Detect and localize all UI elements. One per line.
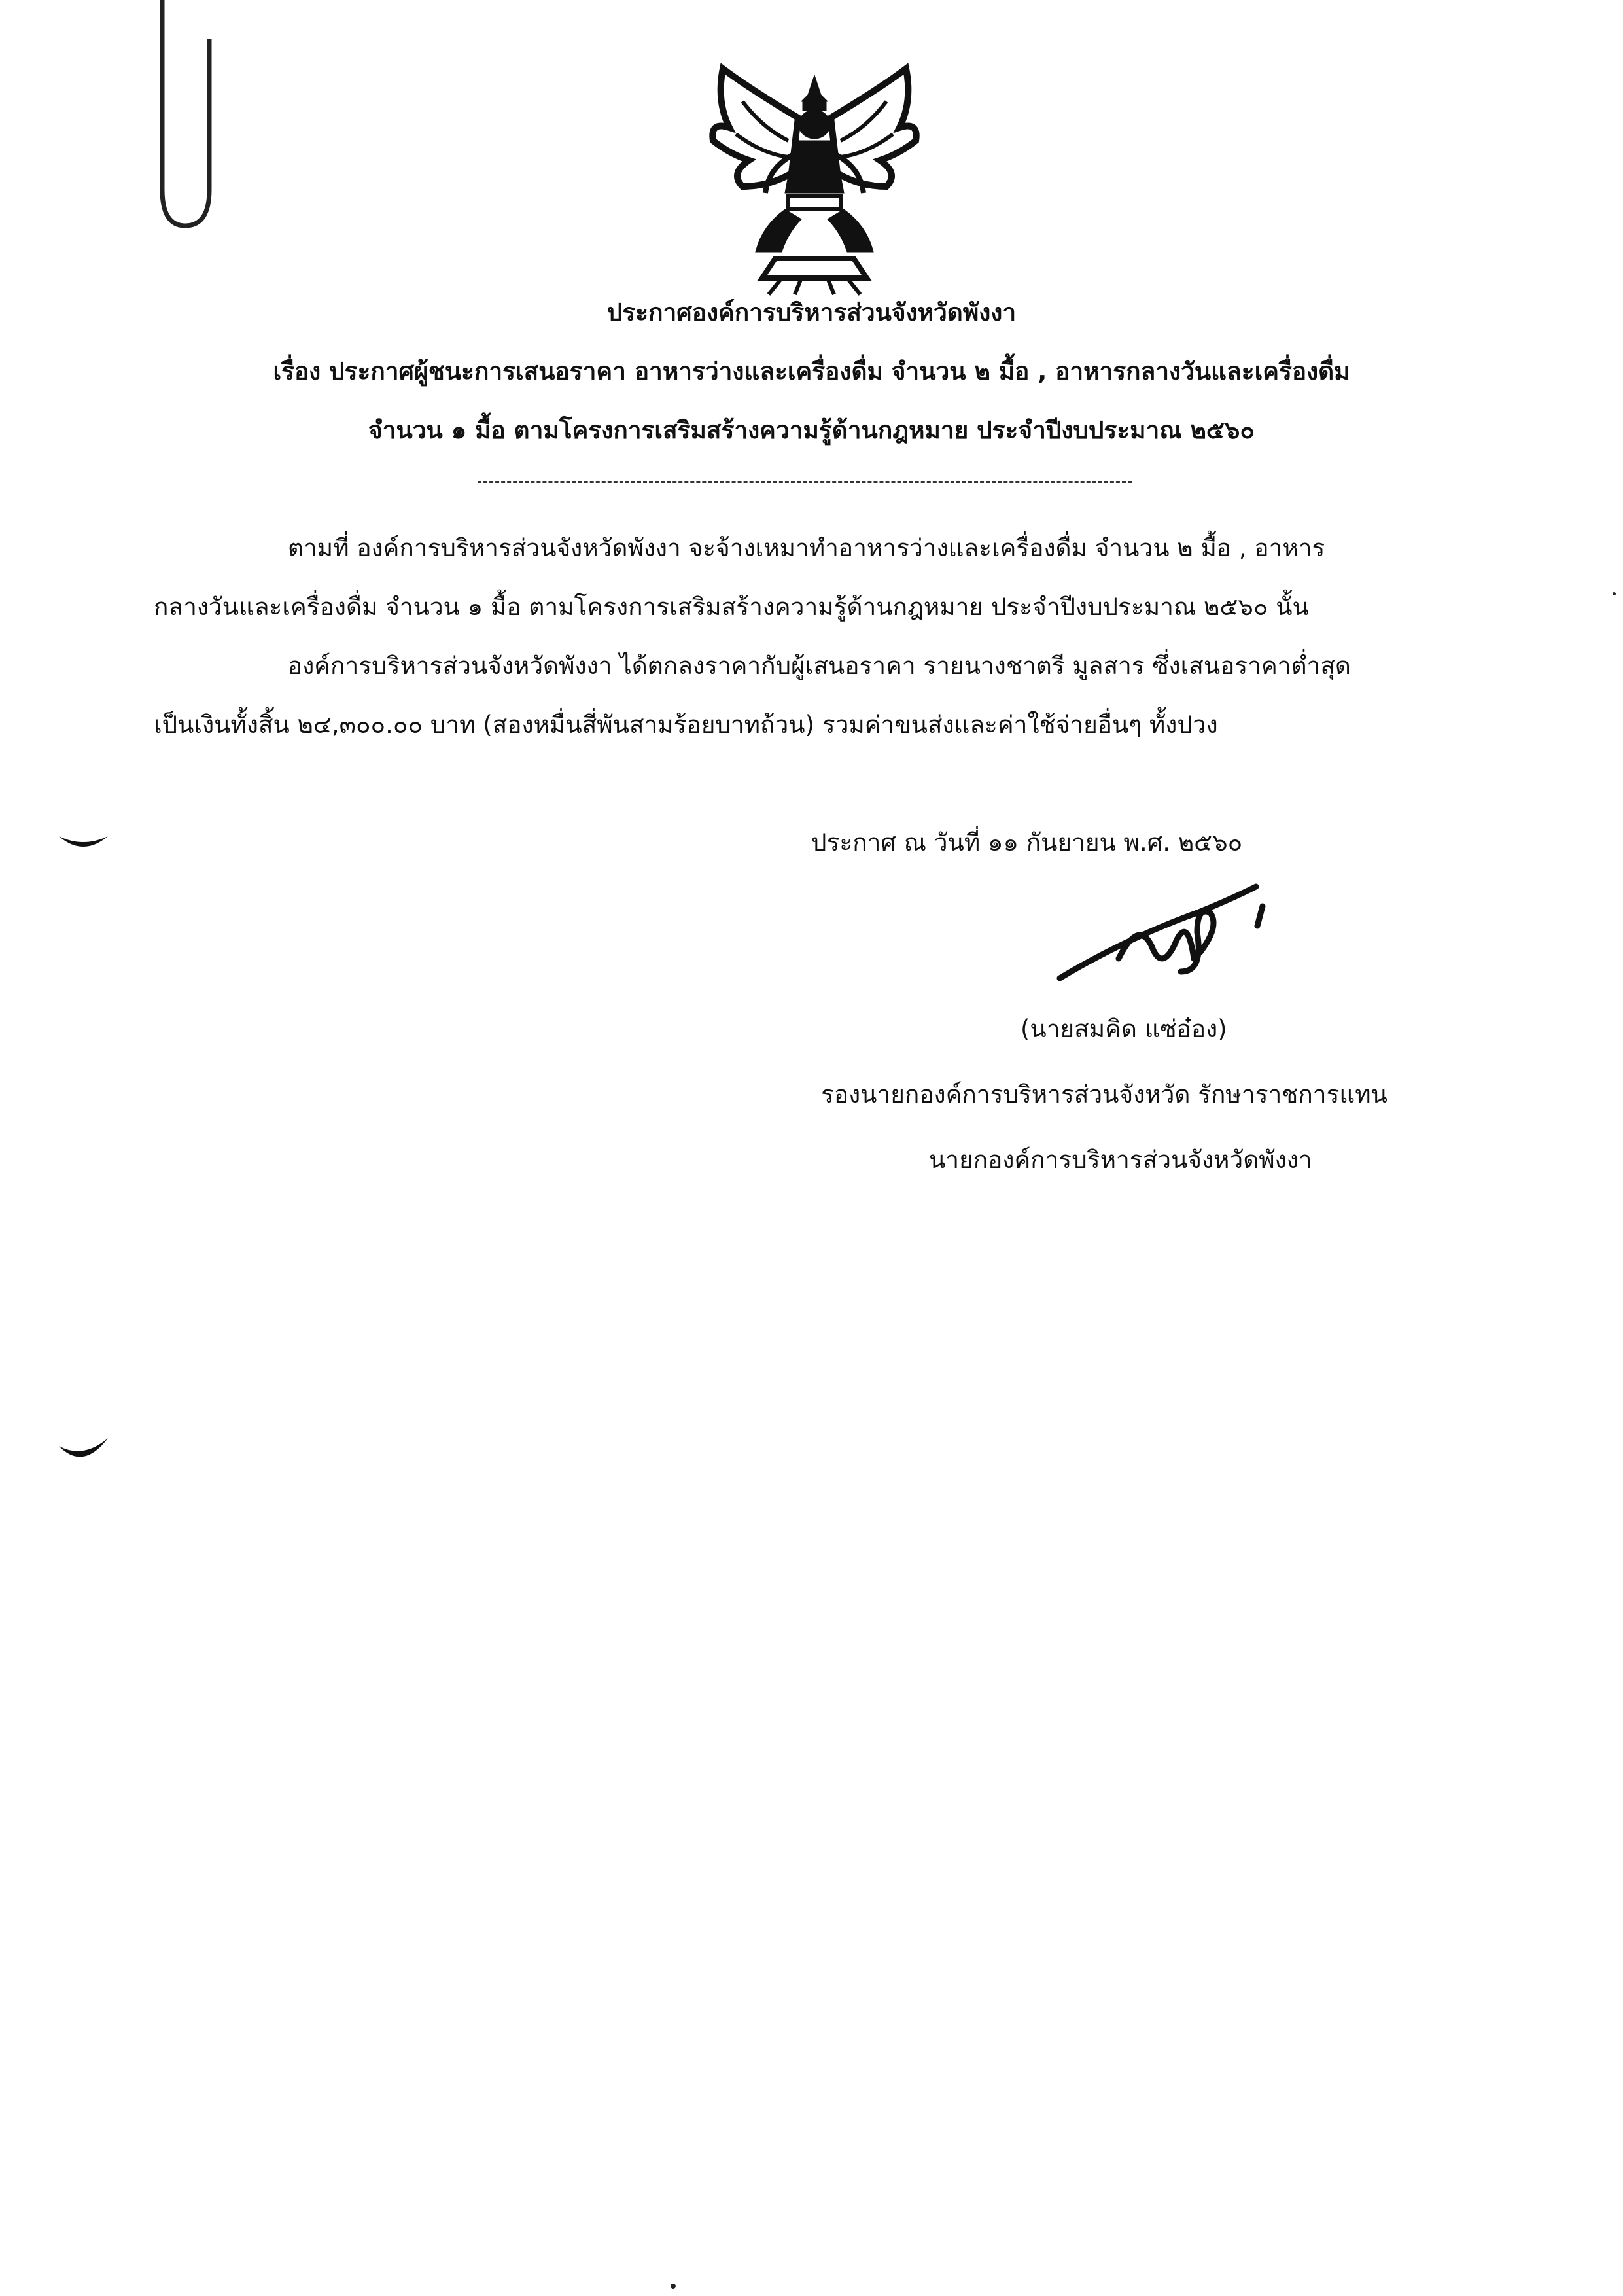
body-line-4: เป็นเงินทั้งสิ้น ๒๔,๓๐๐.๐๐ บาท (สองหมื่นสี่พันสามร้อยบาทถ้วน) รวมค่าขนส่งและค่าใช้จ่ายอื่นๆ ทั้งปวง xyxy=(154,711,1218,739)
body-line-1: ตามที่ องค์การบริหารส่วนจังหวัดพังงา จะจ้างเหมาทำอาหารว่างและเครื่องดื่ม จำนวน ๒ มื้อ , อาหาร xyxy=(288,534,1325,562)
binder-hole-mark-bottom xyxy=(56,1433,111,1472)
scan-speck xyxy=(671,2284,676,2289)
subject-line-2: จำนวน ๑ มื้อ ตามโครงการเสริมสร้างความรู้ด้านกฎหมาย ประจำปีงบประมาณ ๒๕๖๐ xyxy=(368,416,1255,444)
separator-line xyxy=(478,481,1132,483)
binder-hole-mark-top xyxy=(56,831,111,860)
signatory-name: (นายสมคิด แซ่อ๋อง) xyxy=(1021,1015,1227,1043)
scan-speck xyxy=(1613,592,1616,595)
signatory-position-1: รองนายกองค์การบริหารส่วนจังหวัด รักษาราชการแทน xyxy=(821,1080,1387,1108)
body-line-2: กลางวันและเครื่องดื่ม จำนวน ๑ มื้อ ตามโครงการเสริมสร้างความรู้ด้านกฎหมาย ประจำปีงบประมาณ ๒๕๖๐ นั้น xyxy=(154,593,1309,621)
handwritten-signature xyxy=(1047,874,1308,991)
paper-clip-mark xyxy=(149,0,221,236)
body-line-3: องค์การบริหารส่วนจังหวัดพังงา ได้ตกลงราคากับผู้เสนอราคา รายนางชาตรี มูลสาร ซึ่งเสนอราคาต่ำสุด xyxy=(288,652,1351,680)
document-heading: ประกาศองค์การบริหารส่วนจังหวัดพังงา xyxy=(606,298,1017,327)
subject-line-1: เรื่อง ประกาศผู้ชนะการเสนอราคา อาหารว่างและเครื่องดื่ม จำนวน ๒ มื้อ , อาหารกลางวันและเครื่องดื่ม xyxy=(273,357,1350,385)
signatory-position-2: นายกองค์การบริหารส่วนจังหวัดพังงา xyxy=(929,1146,1312,1174)
garuda-emblem xyxy=(703,62,926,298)
date-line: ประกาศ ณ วันที่ ๑๑ กันยายน พ.ศ. ๒๕๖๐ xyxy=(811,828,1243,857)
